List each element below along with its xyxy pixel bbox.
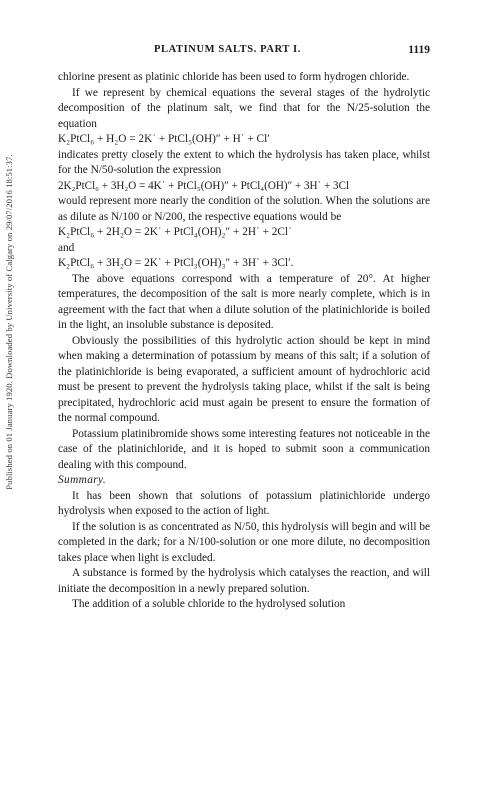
summary-paragraph: The addition of a soluble chloride to the hydrolysed solution — [72, 598, 346, 610]
paragraph: would represent more nearly the condition of the solution. When the solutions are as dilute as N/100 or N/200, the respective equations would be — [58, 195, 430, 223]
equation: K₂PtCl₆ + H₂O = 2K˙ + PtCl₅(OH)″ + H˙ + Cl′ — [58, 133, 270, 145]
summary-paragraph: It has been shown that solutions of potassium platinichloride undergo hydrolysis when exposed to the action of light. — [58, 489, 430, 517]
article-body — [58, 70, 430, 613]
paragraph: Obviously the possibilities of this hydrolytic action should be kept in mind when making a determination of potassium by means of this salt; if a solution of the platinichloride is being evaporated, a sufficient amount of hydrochloric acid must be present to prevent the hydrolysis taking place, whilst if the salt is being precipitated, hydrochloric acid must again be present to ensure the formation of the normal compound. — [58, 334, 430, 424]
paragraph: If we represent by chemical equations the several stages of the hydrolytic decomposition of the platinum salt, we find that for the N/25-solution the equation — [58, 86, 430, 130]
summary-paragraph: If the solution is as concentrated as N/50, this hydrolysis will begin and will be completed in the dark; for a N/100-solution or one more dilute, no decomposition takes place when light is excluded. — [58, 520, 430, 564]
equation: K₂PtCl₆ + 3H₂O = 2K˙ + PtCl₃(OH)₃″ + 3H˙ + 3Cl′. — [58, 257, 294, 269]
paragraph: indicates pretty closely the extent to which the hydrolysis has taken place, whilst for the N/50-solution the expression — [58, 148, 430, 176]
side-note-text: Published on 01 January 1920. Downloaded by University of Calgary on 29/07/2016 18:51:37. — [4, 154, 14, 490]
equation: 2K₂PtCl₆ + 3H₂O = 4K˙ + PtCl₅(OH)″ + PtCl₄(OH)″ + 3H˙ + 3Cl — [58, 179, 350, 192]
download-side-note — [2, 62, 16, 582]
running-title: PLATINUM SALTS. PART I. — [154, 44, 301, 55]
paragraph: The above equations correspond with a temperature of 20°. At higher temperatures, the decomposition of the salt is more nearly complete, which is in agreement with the fact that when a dilute solution of the platinichloride is boiled in the light, an insoluble substance is deposited. — [58, 272, 430, 331]
paragraph: Potassium platinibromide shows some interesting features not noticeable in the case of the platinichloride, and it is hoped to submit soon a communication dealing with this compound. — [58, 427, 430, 471]
paragraph: chlorine present as platinic chloride has been used to form hydrogen chloride. — [58, 71, 410, 83]
page-header — [58, 44, 430, 60]
equation: K₂PtCl₆ + 2H₂O = 2K˙ + PtCl₄(OH)₂″ + 2H˙ + 2Cl˙ — [58, 226, 292, 238]
summary-paragraph: A substance is formed by the hydrolysis which catalyses the reaction, and will initiate the decomposition in a newly prepared solution. — [58, 567, 430, 595]
summary-heading: Summary. — [58, 474, 107, 486]
page-number: 1119 — [408, 44, 430, 56]
conjunction: and — [58, 241, 75, 254]
